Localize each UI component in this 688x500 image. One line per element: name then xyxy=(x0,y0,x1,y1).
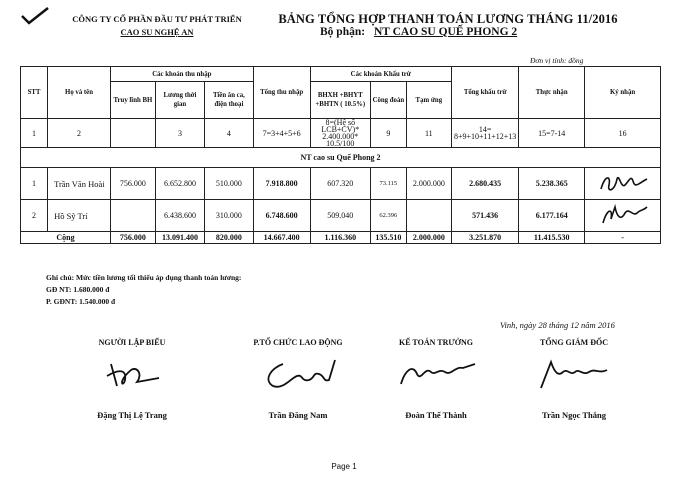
document-title: BẢNG TỔNG HỢP THANH TOÁN LƯƠNG THÁNG 11/2016 xyxy=(278,12,618,26)
header-name: Họ và tên xyxy=(48,67,111,119)
formula-cell xyxy=(110,119,155,148)
row-advance xyxy=(406,200,451,232)
company-name-line2: CAO SU NGHỆ AN xyxy=(120,27,194,37)
table-row xyxy=(21,200,661,232)
header-meal-phone: Tiền ăn ca, điện thoại xyxy=(205,82,254,119)
header-union: Công đoàn xyxy=(371,82,407,119)
signature-name: Trần Ngọc Thắng xyxy=(542,410,606,420)
header-truy-linh: Truy lĩnh BH xyxy=(110,82,155,119)
header-stt: STT xyxy=(21,67,48,119)
total-meal-phone: 820.000 xyxy=(205,232,254,244)
formula-cell: 3 xyxy=(155,119,204,148)
formula-cell: 11 xyxy=(406,119,451,148)
total-insurance: 1.116.360 xyxy=(310,232,371,244)
signature-role: P.TỔ CHỨC LAO ĐỘNG xyxy=(253,338,343,347)
row-insurance: 509.040 xyxy=(310,200,371,232)
header-time-wage: Lương thời gian xyxy=(155,82,204,119)
row-total-income: 7.918.800 xyxy=(253,168,310,200)
handwritten-signature-icon xyxy=(595,203,651,229)
handwritten-signature-icon xyxy=(529,354,619,394)
signature-block xyxy=(504,338,644,420)
note-line: P. GĐNT: 1.540.000 đ xyxy=(46,297,116,306)
formula-cell: 16 xyxy=(585,119,661,148)
row-meal-phone: 310.000 xyxy=(205,200,254,232)
total-advance: 2.000.000 xyxy=(406,232,451,244)
row-net-pay: 5.238.365 xyxy=(519,168,585,200)
total-time-wage: 13.091.400 xyxy=(155,232,204,244)
formula-cell: 14= 8+9+10+11+12+13 xyxy=(451,119,518,148)
formula-cell: 7=3+4+5+6 xyxy=(253,119,310,148)
company-name-line1: CÔNG TY CỔ PHẦN ĐẦU TƯ PHÁT TRIỂN xyxy=(72,14,242,24)
row-net-pay: 6.177.164 xyxy=(519,200,585,232)
row-truy-linh: 756.000 xyxy=(110,168,155,200)
signature-name: Đặng Thị Lệ Trang xyxy=(97,410,167,420)
total-union: 135.510 xyxy=(371,232,407,244)
header-deduction-group: Các khoản Khấu trừ xyxy=(310,67,451,82)
formula-cell: 2 xyxy=(48,119,111,148)
formula-cell: 9 xyxy=(371,119,407,148)
row-truy-linh xyxy=(110,200,155,232)
page-footer: Page 1 xyxy=(331,462,357,471)
signature-name: Trần Đăng Nam xyxy=(268,410,328,420)
signature-block xyxy=(228,338,368,420)
total-deduction: 3.251.870 xyxy=(451,232,518,244)
row-name: Hồ Sỹ Trí xyxy=(48,200,111,232)
department-label: Bộ phận: xyxy=(320,26,366,38)
total-signature: - xyxy=(585,232,661,244)
payroll-table xyxy=(20,66,661,244)
notes xyxy=(46,272,241,308)
signature-role: KẾ TOÁN TRƯỞNG xyxy=(399,338,473,347)
handwritten-signature-icon xyxy=(97,356,167,392)
total-income: 14.667.400 xyxy=(253,232,310,244)
signature-role: NGƯỜI LẬP BIỂU xyxy=(98,338,166,347)
note-line: Ghi chú: Mức tiền lương tối thiểu áp dụng thanh toán lương: xyxy=(46,273,242,282)
table-row xyxy=(21,168,661,200)
header-signature: Ký nhận xyxy=(585,67,661,119)
row-union: 62.396 xyxy=(371,200,407,232)
department-line xyxy=(320,26,517,38)
total-truy-linh: 756.000 xyxy=(110,232,155,244)
header-total-income: Tổng thu nhập xyxy=(253,67,310,119)
header-net-pay: Thực nhận xyxy=(519,67,585,119)
formula-row xyxy=(21,119,661,148)
handwritten-signature-icon xyxy=(595,171,651,197)
handwritten-signature-icon xyxy=(253,354,343,394)
row-time-wage: 6.438.600 xyxy=(155,200,204,232)
row-total-deduction: 571.436 xyxy=(451,200,518,232)
handwritten-signature-icon xyxy=(391,356,481,392)
row-stt: 1 xyxy=(21,168,48,200)
signature-block xyxy=(62,338,202,420)
total-net-pay: 11.415.530 xyxy=(519,232,585,244)
signature-name: Đoàn Thế Thành xyxy=(405,410,467,420)
department-value: NT CAO SU QUẾ PHONG 2 xyxy=(373,26,518,38)
unit-note: Đơn vị tính: đồng xyxy=(530,56,584,65)
formula-cell: 15=7-14 xyxy=(519,119,585,148)
signature-role: TỔNG GIÁM ĐỐC xyxy=(540,338,608,347)
row-meal-phone: 510.000 xyxy=(205,168,254,200)
formula-cell: 4 xyxy=(205,119,254,148)
header-insurance: BHXH +BHYT +BHTN ( 10.5%) xyxy=(310,82,371,119)
total-row xyxy=(21,232,661,244)
signature-block xyxy=(366,338,506,420)
total-label: Cộng xyxy=(21,232,111,244)
row-total-income: 6.748.600 xyxy=(253,200,310,232)
formula-cell: 1 xyxy=(21,119,48,148)
row-union: 73.115 xyxy=(371,168,407,200)
row-signature xyxy=(585,168,661,200)
formula-cell: 8=(Hệ số LCB+CV)* 2.400.000* 10.5/100 xyxy=(310,119,371,148)
row-time-wage: 6.652.800 xyxy=(155,168,204,200)
group-label: NT cao su Quế Phong 2 xyxy=(21,148,661,168)
row-total-deduction: 2.680.435 xyxy=(451,168,518,200)
company-header xyxy=(62,13,252,39)
row-stt: 2 xyxy=(21,200,48,232)
note-line: GĐ NT: 1.680.000 đ xyxy=(46,285,110,294)
row-name: Trần Văn Hoài xyxy=(48,168,111,200)
row-advance: 2.000.000 xyxy=(406,168,451,200)
header-total-deduction: Tổng khấu trừ xyxy=(451,67,518,119)
row-signature xyxy=(585,200,661,232)
header-advance: Tạm ứng xyxy=(406,82,451,119)
header-income-group: Các khoản thu nhập xyxy=(110,67,253,82)
date-line: Vinh, ngày 28 tháng 12 năm 2016 xyxy=(500,320,615,330)
row-insurance: 607.320 xyxy=(310,168,371,200)
check-mark-icon xyxy=(20,6,50,26)
